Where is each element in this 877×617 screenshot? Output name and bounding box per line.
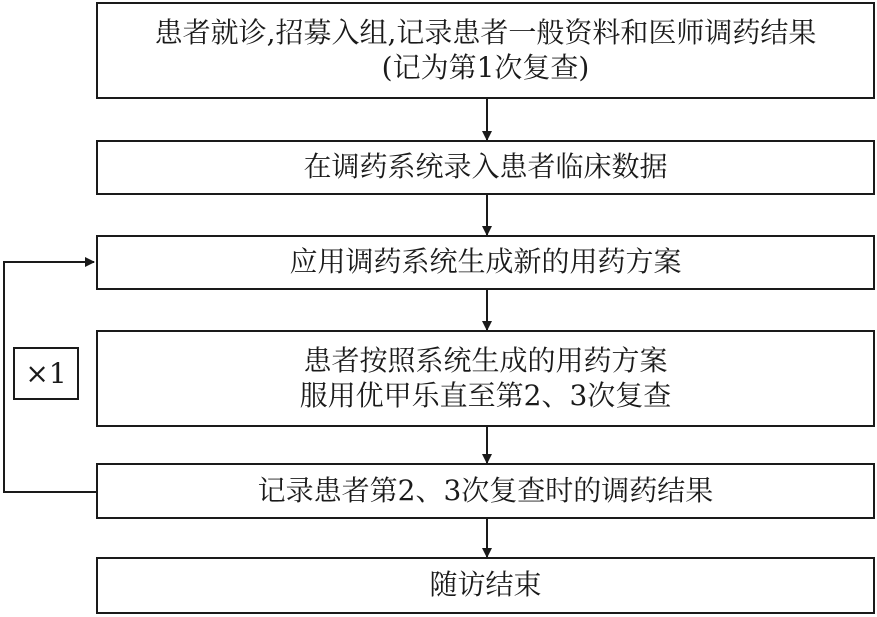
step-4-line-1: 患者按照系统生成的用药方案 — [303, 344, 668, 378]
loop-count-label — [13, 347, 79, 400]
step-box-6 — [96, 557, 875, 614]
step-4-line-2: 服用优甲乐直至第2、3次复查 — [299, 378, 672, 412]
loop-count-text: ×1 — [25, 357, 67, 390]
step-1-line-1: 患者就诊,招募入组,记录患者一般资料和医师调药结果 — [154, 16, 817, 50]
step-box-1 — [96, 2, 875, 99]
step-1-line-2: (记为第1次复查) — [381, 50, 590, 84]
step-box-4 — [96, 330, 875, 427]
step-2-line-1: 在调药系统录入患者临床数据 — [303, 150, 668, 184]
step-box-5 — [96, 463, 875, 519]
step-5-line-1: 记录患者第2、3次复查时的调药结果 — [257, 473, 714, 507]
step-box-2 — [96, 140, 875, 195]
step-6-line-1: 随访结束 — [429, 568, 542, 602]
step-3-line-1: 应用调药系统生成新的用药方案 — [289, 245, 682, 279]
step-box-3 — [96, 235, 875, 290]
